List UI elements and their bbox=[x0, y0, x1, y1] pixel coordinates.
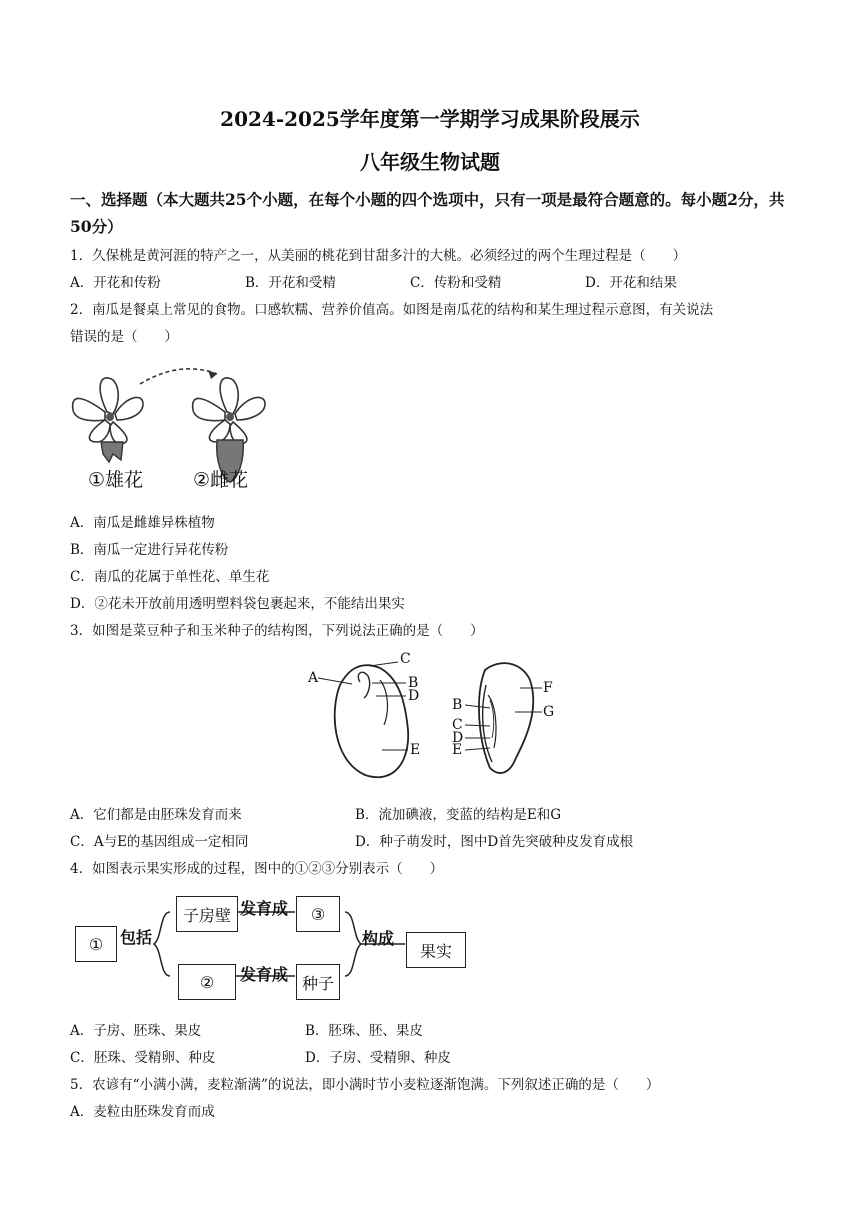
q1-option-b: B．开花和受精 bbox=[245, 275, 336, 291]
flow-seed: 种子 bbox=[296, 964, 340, 1000]
flow-node-2: ② bbox=[178, 964, 236, 1000]
corn-label-e: E bbox=[452, 742, 463, 758]
q4-option-b: B．胚珠、胚、果皮 bbox=[305, 1023, 423, 1039]
flow-develop-label-2: 发育成 bbox=[240, 965, 289, 984]
page-title: 2024-2025学年度第一学期学习成果阶段展示 bbox=[220, 107, 640, 131]
q1-option-a: A．开花和传粉 bbox=[70, 275, 161, 291]
q2-stem-line2: 错误的是（ ） bbox=[70, 329, 178, 345]
flow-node-3: ③ bbox=[296, 896, 340, 932]
figure-label-male: ①雄花 bbox=[88, 469, 144, 491]
q2-option-c: C．南瓜的花属于单性花、单生花 bbox=[70, 569, 270, 585]
flow-include-label: 包括 bbox=[120, 928, 153, 947]
corn-label-c: C bbox=[452, 717, 463, 733]
seed-label-e: E bbox=[410, 742, 421, 758]
q3-stem: 3．如图是菜豆种子和玉米种子的结构图，下列说法正确的是（ ） bbox=[70, 623, 484, 639]
figure-label-female: ②雌花 bbox=[193, 469, 249, 491]
corn-label-b: B bbox=[452, 697, 463, 713]
section-heading: 一、选择题（本大题共25个小题，在每个小题的四个选项中，只有一项是最符合题意的。每小题2分，共50分） bbox=[70, 190, 785, 236]
seed-structure-figure bbox=[310, 650, 570, 785]
flow-compose-label: 构成 bbox=[362, 929, 395, 948]
q5-option-a: A．麦粒由胚珠发育而成 bbox=[70, 1104, 215, 1120]
q3-option-a: A．它们都是由胚珠发育而来 bbox=[70, 807, 242, 823]
corn-label-d: D bbox=[452, 730, 464, 746]
corn-label-f: F bbox=[543, 680, 553, 696]
page-subtitle: 八年级生物试题 bbox=[360, 150, 500, 174]
q1-option-d: D．开花和结果 bbox=[585, 275, 677, 291]
q2-option-a: A．南瓜是雌雄异株植物 bbox=[70, 515, 215, 531]
q3-option-c: C．A与E的基因组成一定相同 bbox=[70, 834, 249, 850]
flow-fruit: 果实 bbox=[406, 932, 466, 968]
q3-option-d: D．种子萌发时，图中D首先突破种皮发育成根 bbox=[355, 834, 634, 850]
q1-stem: 1．久保桃是黄河涯的特产之一，从美丽的桃花到甘甜多汁的大桃。必须经过的两个生理过程是（ ） bbox=[70, 248, 687, 264]
flow-develop-label-1: 发育成 bbox=[240, 899, 289, 918]
q3-option-b: B．流加碘液，变蓝的结构是E和G bbox=[355, 807, 562, 823]
q4-option-d: D．子房、受精卵、种皮 bbox=[305, 1050, 451, 1066]
seed-label-a: A bbox=[308, 670, 319, 686]
q1-option-c: C．传粉和受精 bbox=[410, 275, 502, 291]
q4-option-c: C．胚珠、受精卵、种皮 bbox=[70, 1050, 216, 1066]
q4-stem: 4．如图表示果实形成的过程，图中的①②③分别表示（ ） bbox=[70, 861, 444, 877]
seed-label-d: D bbox=[408, 688, 420, 704]
q2-option-d: D．②花未开放前用透明塑料袋包裹起来，不能结出果实 bbox=[70, 596, 405, 612]
q2-stem-line1: 2．南瓜是餐桌上常见的食物。口感软糯、营养价值高。如图是南瓜花的结构和某生理过程示意图，有关说法 bbox=[70, 302, 714, 318]
flow-node-1: ① bbox=[75, 926, 117, 962]
seed-label-b: B bbox=[408, 675, 419, 691]
q2-option-b: B．南瓜一定进行异花传粉 bbox=[70, 542, 229, 558]
q4-option-a: A．子房、胚珠、果皮 bbox=[70, 1023, 202, 1039]
seed-label-c: C bbox=[400, 651, 411, 667]
corn-label-g: G bbox=[543, 704, 555, 720]
q5-stem: 5．农谚有“小满小满，麦粒渐满”的说法，即小满时节小麦粒逐渐饱满。下列叙述正确的是（ ） bbox=[70, 1077, 660, 1093]
flow-ovary-wall: 子房壁 bbox=[176, 896, 238, 932]
